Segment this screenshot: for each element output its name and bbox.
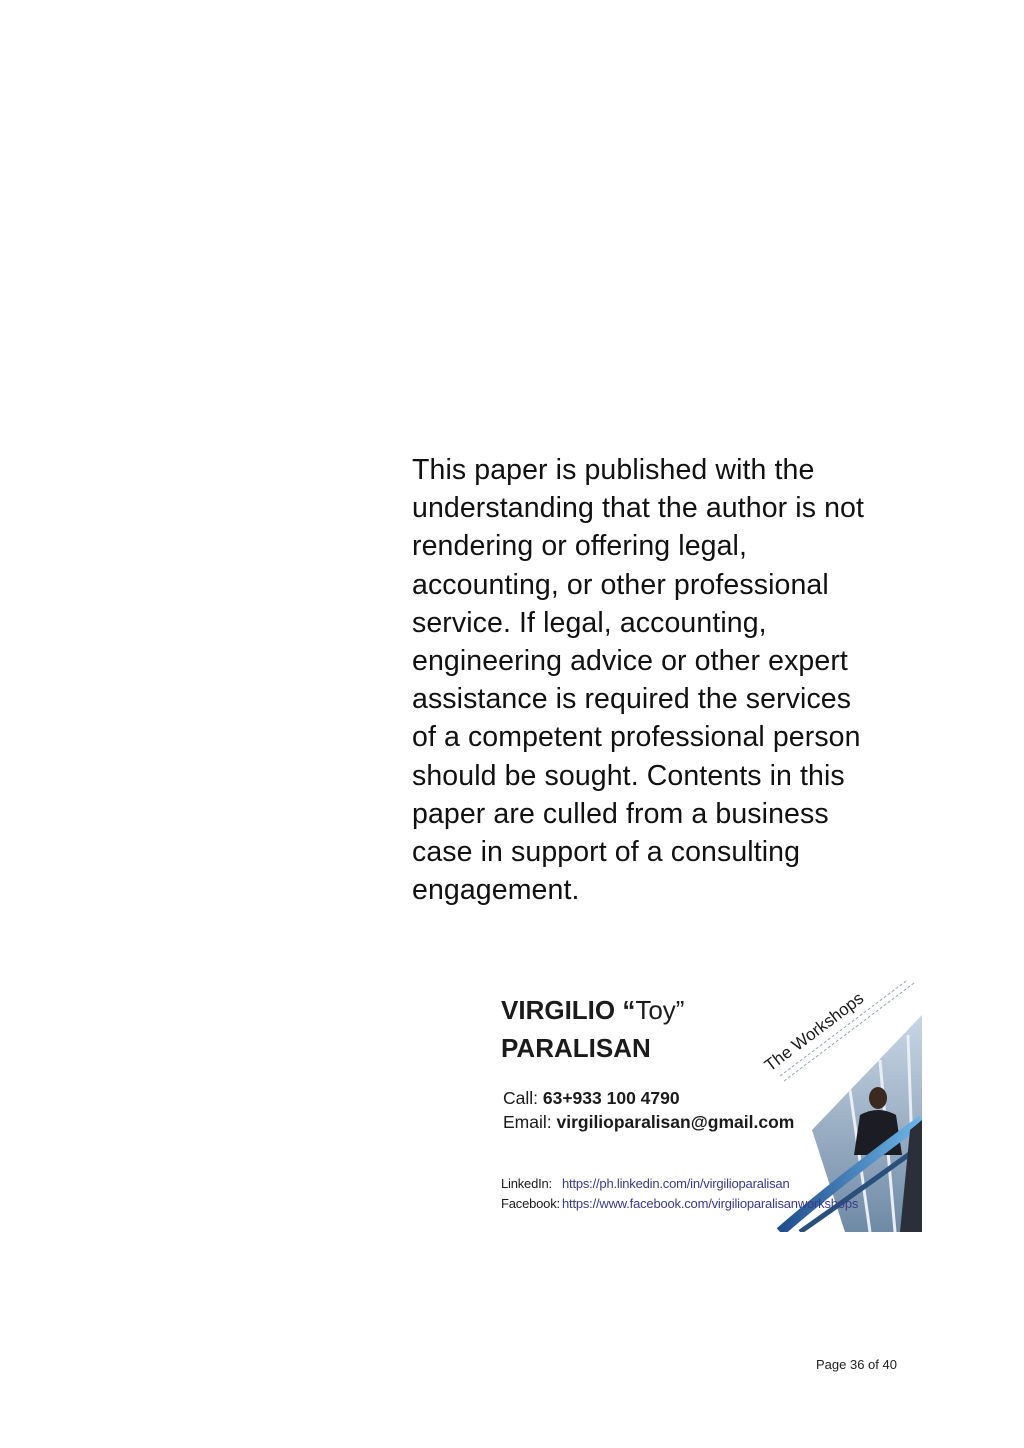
facebook-link[interactable]: https://www.facebook.com/virgilioparalisanworkshops (562, 1196, 859, 1211)
book-title: The Workshops (760, 988, 868, 1076)
linkedin-link[interactable]: https://ph.linkedin.com/in/virgilioparalisan (562, 1176, 790, 1191)
disclaimer-text: This paper is published with the understanding that the author is not rendering or offering legal, accounting, or other professional service. If legal, accounting, engineering advice or other expert assistance is required the services of a competent professional person should be sought. Contents in this paper are culled from a business case in support of a consulting engagement. (412, 454, 865, 907)
phone-value: 63+933 100 4790 (542, 1088, 680, 1108)
page-number: Page 36 of 40 (816, 1357, 897, 1372)
phone-label: Call: (503, 1088, 543, 1108)
author-nickname: Toy” (635, 995, 685, 1025)
author-business-card (490, 980, 922, 1232)
email-value[interactable]: virgilioparalisan@gmail.com (556, 1112, 795, 1132)
facebook-label: Facebook: (501, 1196, 560, 1211)
linkedin-label: LinkedIn: (501, 1176, 552, 1191)
phone-row (503, 1088, 680, 1109)
author-first-name: VIRGILIO “Toy” (501, 995, 685, 1025)
author-last-name: PARALISAN (501, 1033, 651, 1063)
facebook-row (501, 1196, 858, 1211)
email-label: Email: (503, 1112, 557, 1132)
linkedin-row (501, 1176, 790, 1191)
book-cover-image (720, 980, 922, 1232)
